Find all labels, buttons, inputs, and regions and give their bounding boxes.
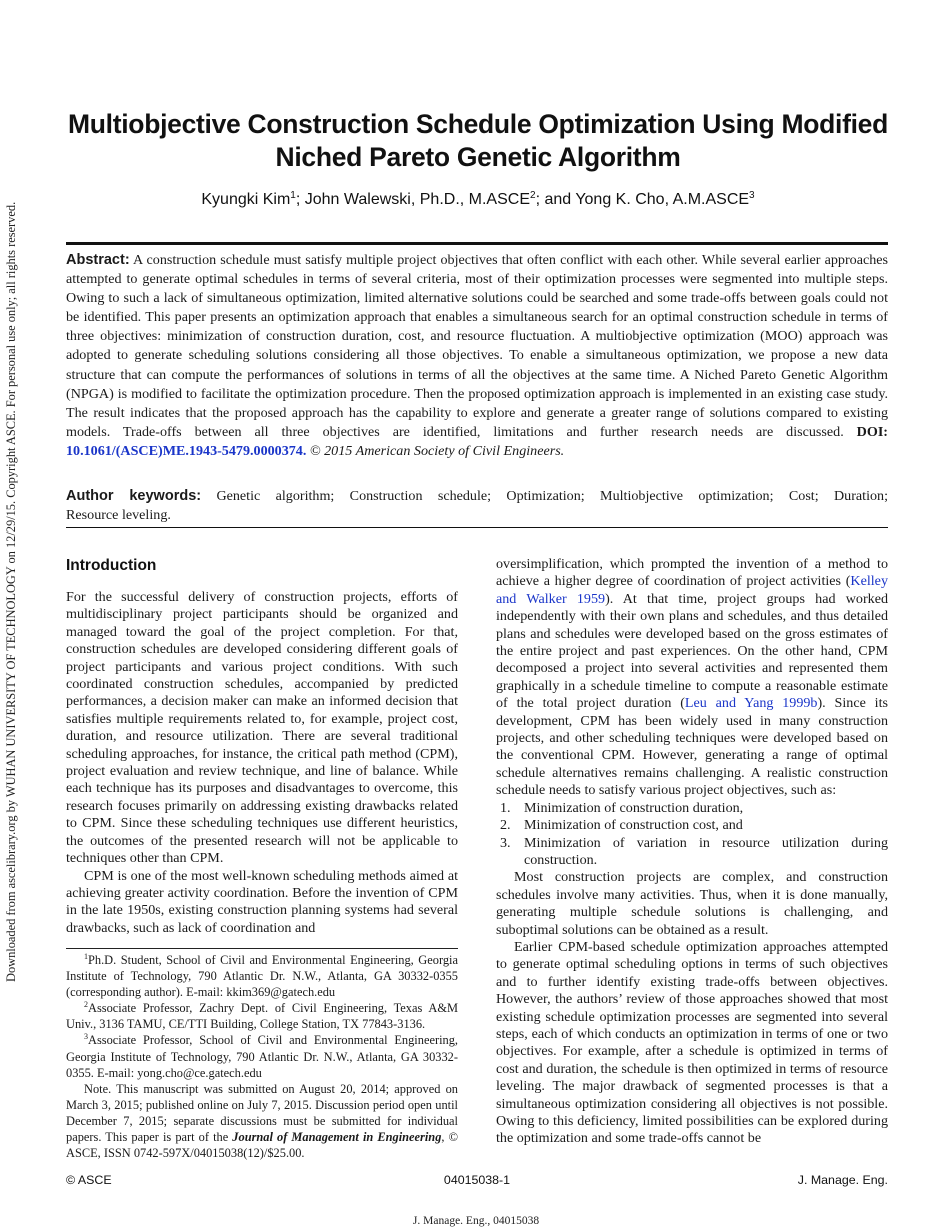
footnote-mark: 3 bbox=[84, 1032, 88, 1042]
author-name: Kyungki Kim bbox=[201, 191, 291, 208]
keywords-text: Genetic algorithm; Construction schedule; Optimization; Multiobjective optimization; Cost; Duration; bbox=[201, 488, 888, 504]
footnote-3 bbox=[66, 1032, 458, 1080]
footnote-mark: 1 bbox=[84, 952, 88, 961]
keywords-text-continued: Resource leveling. bbox=[66, 507, 171, 524]
doi-label: DOI: bbox=[856, 423, 888, 440]
footer-page-id: 04015038-1 bbox=[443, 1173, 511, 1187]
citation-link[interactable]: Leu and Yang 1999b bbox=[684, 695, 818, 712]
body-paragraph bbox=[496, 556, 888, 800]
bottom-citation: J. Manage. Eng., 04015038 bbox=[412, 1215, 540, 1227]
abstract-top-rule bbox=[66, 242, 888, 245]
list-item bbox=[500, 799, 888, 817]
author-name: John Walewski, Ph.D., M.ASCE bbox=[304, 191, 530, 208]
footnote-2 bbox=[66, 1000, 458, 1032]
footnote-mark: 2 bbox=[84, 1000, 88, 1010]
section-heading-introduction: Introduction bbox=[66, 557, 157, 574]
author-separator: ; and bbox=[535, 191, 576, 208]
body-text: ). Since its development, CPM has been widely used in many construction projects, and other scheduling techniques were developed based on the conventional CPM. However, generating a range of optimal schedule alternatives remains challenging. A realistic construction schedule needs to satisfy various project objectives, such as: bbox=[496, 695, 888, 799]
download-notice: Downloaded from ascelibrary.org by WUHAN UNIVERSITY OF TECHNOLOGY on 12/29/15. Copyright ASCE. For personal use only; all rights reserved. bbox=[4, 201, 18, 982]
footnote-rule bbox=[66, 948, 458, 949]
body-paragraph: CPM is one of the most well-known scheduling methods aimed at achieving greater activity coordination. Before the invention of CPM in the late 1950s, existing construction planning systems had several drawbacks, such as lack of coordination and bbox=[66, 867, 458, 936]
body-text: ). At that time, project groups had worked independently with their own plans and schedules, and thus detailed plans and schedules were developed based on the gross estimates of the entire project and past experiences. On the other hand, CPM decomposed a project into several activities and represented them graphically in a schedule timeline to compute a reasonable estimate of the total project duration ( bbox=[496, 590, 889, 712]
author-name: Yong K. Cho, A.M.ASCE bbox=[575, 191, 750, 208]
list-text: Minimization of variation in resource utilization during construction. bbox=[524, 834, 888, 868]
paper-title: Multiobjective Construction Schedule Optimization Using Modified Niched Pareto Genetic Algorithm bbox=[68, 109, 888, 172]
note-text: Note. This manuscript was submitted on August 20, 2014; approved on March 3, 2015; published online on July 7, 2015. Discussion period open until December 7, 2015; separate discussions must be submitted for individual papers. This paper is part of the bbox=[66, 1081, 458, 1145]
body-paragraph: Earlier CPM-based schedule optimization approaches attempted to generate optimal scheduling options in terms of such objectives and to further identify existing trade-offs between objectives. However, the authors’ review of those approaches showed that most existing schedule optimization processes are segmented into several steps, each of which conducts an optimization in terms of one or two objectives. For example, after a schedule is optimized in terms of cost and duration, the schedule is then optimized in terms of resource leveling. The major drawback of segmented processes is that a simultaneous optimization considering all objectives is not possible. Owing to this deficiency, limited possibilities can be explored during the optimization and some trade-offs cannot be bbox=[496, 938, 888, 1147]
list-number: 2. bbox=[500, 817, 511, 834]
author-list bbox=[66, 190, 890, 210]
abstract-text: A construction schedule must satisfy multiple project objectives that often conflict with each other. While several earlier approaches attempted to generate optimal schedules in terms of several criteria, most of their optimization processes were segmented into multiple steps. Owing to such a lack of simultaneous optimization, limited alternative solutions could be searched and some trade-offs between goals could not be identified. This paper presents an optimization approach that enables a simultaneous search for an optimal construction schedule in terms of three objectives: minimization of construction duration, cost, and resource fluctuation. A multiobjective optimization (MOO) approach was adopted to generate scheduling solutions considering all those objectives. To enable a simultaneous optimization, we propose a new data structure that can compute the performances of solutions in terms of all the objectives at the same time. A Niched Pareto Genetic Algorithm (NPGA) is modified to facilitate the optimization procedure. Then the proposed optimization approach is implemented in an existing case study. The result indicates that the proposed approach has the capability to explore and generate a greater range of solutions compared to existing models. Trade-offs between all three objectives are identified, limitations and further research needs are discussed. bbox=[66, 252, 888, 440]
doi-link[interactable]: 10.1061/(ASCE)ME.1943-5479.0000374. bbox=[66, 442, 307, 459]
body-paragraph: Most construction projects are complex, and construction schedules involve many activities. Thus, when it is done manually, generating multiple schedule solutions is challenging, and suboptimal solutions can be obtained as a result. bbox=[496, 869, 888, 938]
footer-journal: J. Manage. Eng. bbox=[797, 1173, 888, 1187]
body-text: oversimplification, which prompted the invention of a method to achieve a higher degree of coordination of project activities ( bbox=[496, 556, 888, 590]
footnotes bbox=[66, 952, 458, 1161]
list-text: Minimization of construction duration, bbox=[524, 799, 744, 816]
citation-link[interactable]: Kelley and Walker 1959 bbox=[496, 573, 888, 607]
footnote-1 bbox=[66, 952, 458, 1000]
footnote-text: Ph.D. Student, School of Civil and Environmental Engineering, Georgia Institute of Technology, 790 Atlantic Dr. N.W., Atlanta, GA 30332-0355 (corresponding author). E-mail: kkim369@gatech.edu bbox=[66, 953, 458, 1000]
keywords-label: Author keywords: bbox=[66, 488, 202, 504]
objectives-list bbox=[496, 800, 888, 870]
list-item bbox=[500, 834, 888, 870]
footnote-text: Associate Professor, Zachry Dept. of Civil Engineering, Texas A&M Univ., 3136 TAMU, CE/TTI Building, College Station, TX 77843-3136. bbox=[66, 1001, 458, 1032]
page-footer bbox=[66, 1172, 888, 1188]
author-affiliation-mark: 3 bbox=[749, 190, 755, 201]
note-text: , © ASCE, ISSN 0742-597X/04015038(12)/$25.00. bbox=[66, 1130, 458, 1161]
author-affiliation-mark: 2 bbox=[530, 190, 536, 201]
manuscript-note bbox=[66, 1081, 458, 1161]
list-item bbox=[500, 817, 888, 834]
journal-name: Journal of Management in Engineering bbox=[232, 1130, 442, 1145]
author-keywords bbox=[66, 487, 888, 525]
keywords-line bbox=[66, 487, 888, 506]
abstract-bottom-rule bbox=[66, 527, 888, 528]
footnote-text: Associate Professor, School of Civil and Environmental Engineering, Georgia Institute of Technology, 790 Atlantic Dr. N.W., Atlanta, GA 30332-0355. E-mail: yong.cho@ce.gatech.edu bbox=[66, 1033, 458, 1080]
list-text: Minimization of construction cost, and bbox=[524, 817, 743, 834]
footer-copyright: © ASCE bbox=[66, 1173, 112, 1187]
right-column bbox=[496, 556, 888, 1148]
author-affiliation-mark: 1 bbox=[290, 190, 296, 201]
list-number: 3. bbox=[500, 834, 511, 851]
list-number: 1. bbox=[500, 799, 511, 816]
abstract-copyright: © 2015 American Society of Civil Engineers. bbox=[309, 442, 565, 459]
left-column bbox=[66, 556, 458, 937]
abstract bbox=[66, 251, 888, 461]
author-separator: ; bbox=[295, 191, 305, 208]
body-paragraph: For the successful delivery of construction projects, efforts of multidisciplinary project participants should be organized and managed toward the goal of the project completion. For that, construction schedules are developed considering different goals of project participants and various project conditions. With such coordinated construction schedules, accompanied by predicted performances, a decision maker can make an informed decision that satisfies multiple requirements related to, for example, project cost, duration, and resource utilization. There are several traditional scheduling approaches, for instance, the critical path method (CPM), project evaluation and review technique, and line of balance. While each technique has its purposes and disadvantages to overcome, this research focuses primarily on addressing existing drawbacks related to CPM. Since these scheduling techniques use different heuristics, the outcomes of the presented research will not be applicable to techniques other than CPM. bbox=[66, 589, 458, 867]
abstract-label: Abstract: bbox=[66, 252, 130, 268]
